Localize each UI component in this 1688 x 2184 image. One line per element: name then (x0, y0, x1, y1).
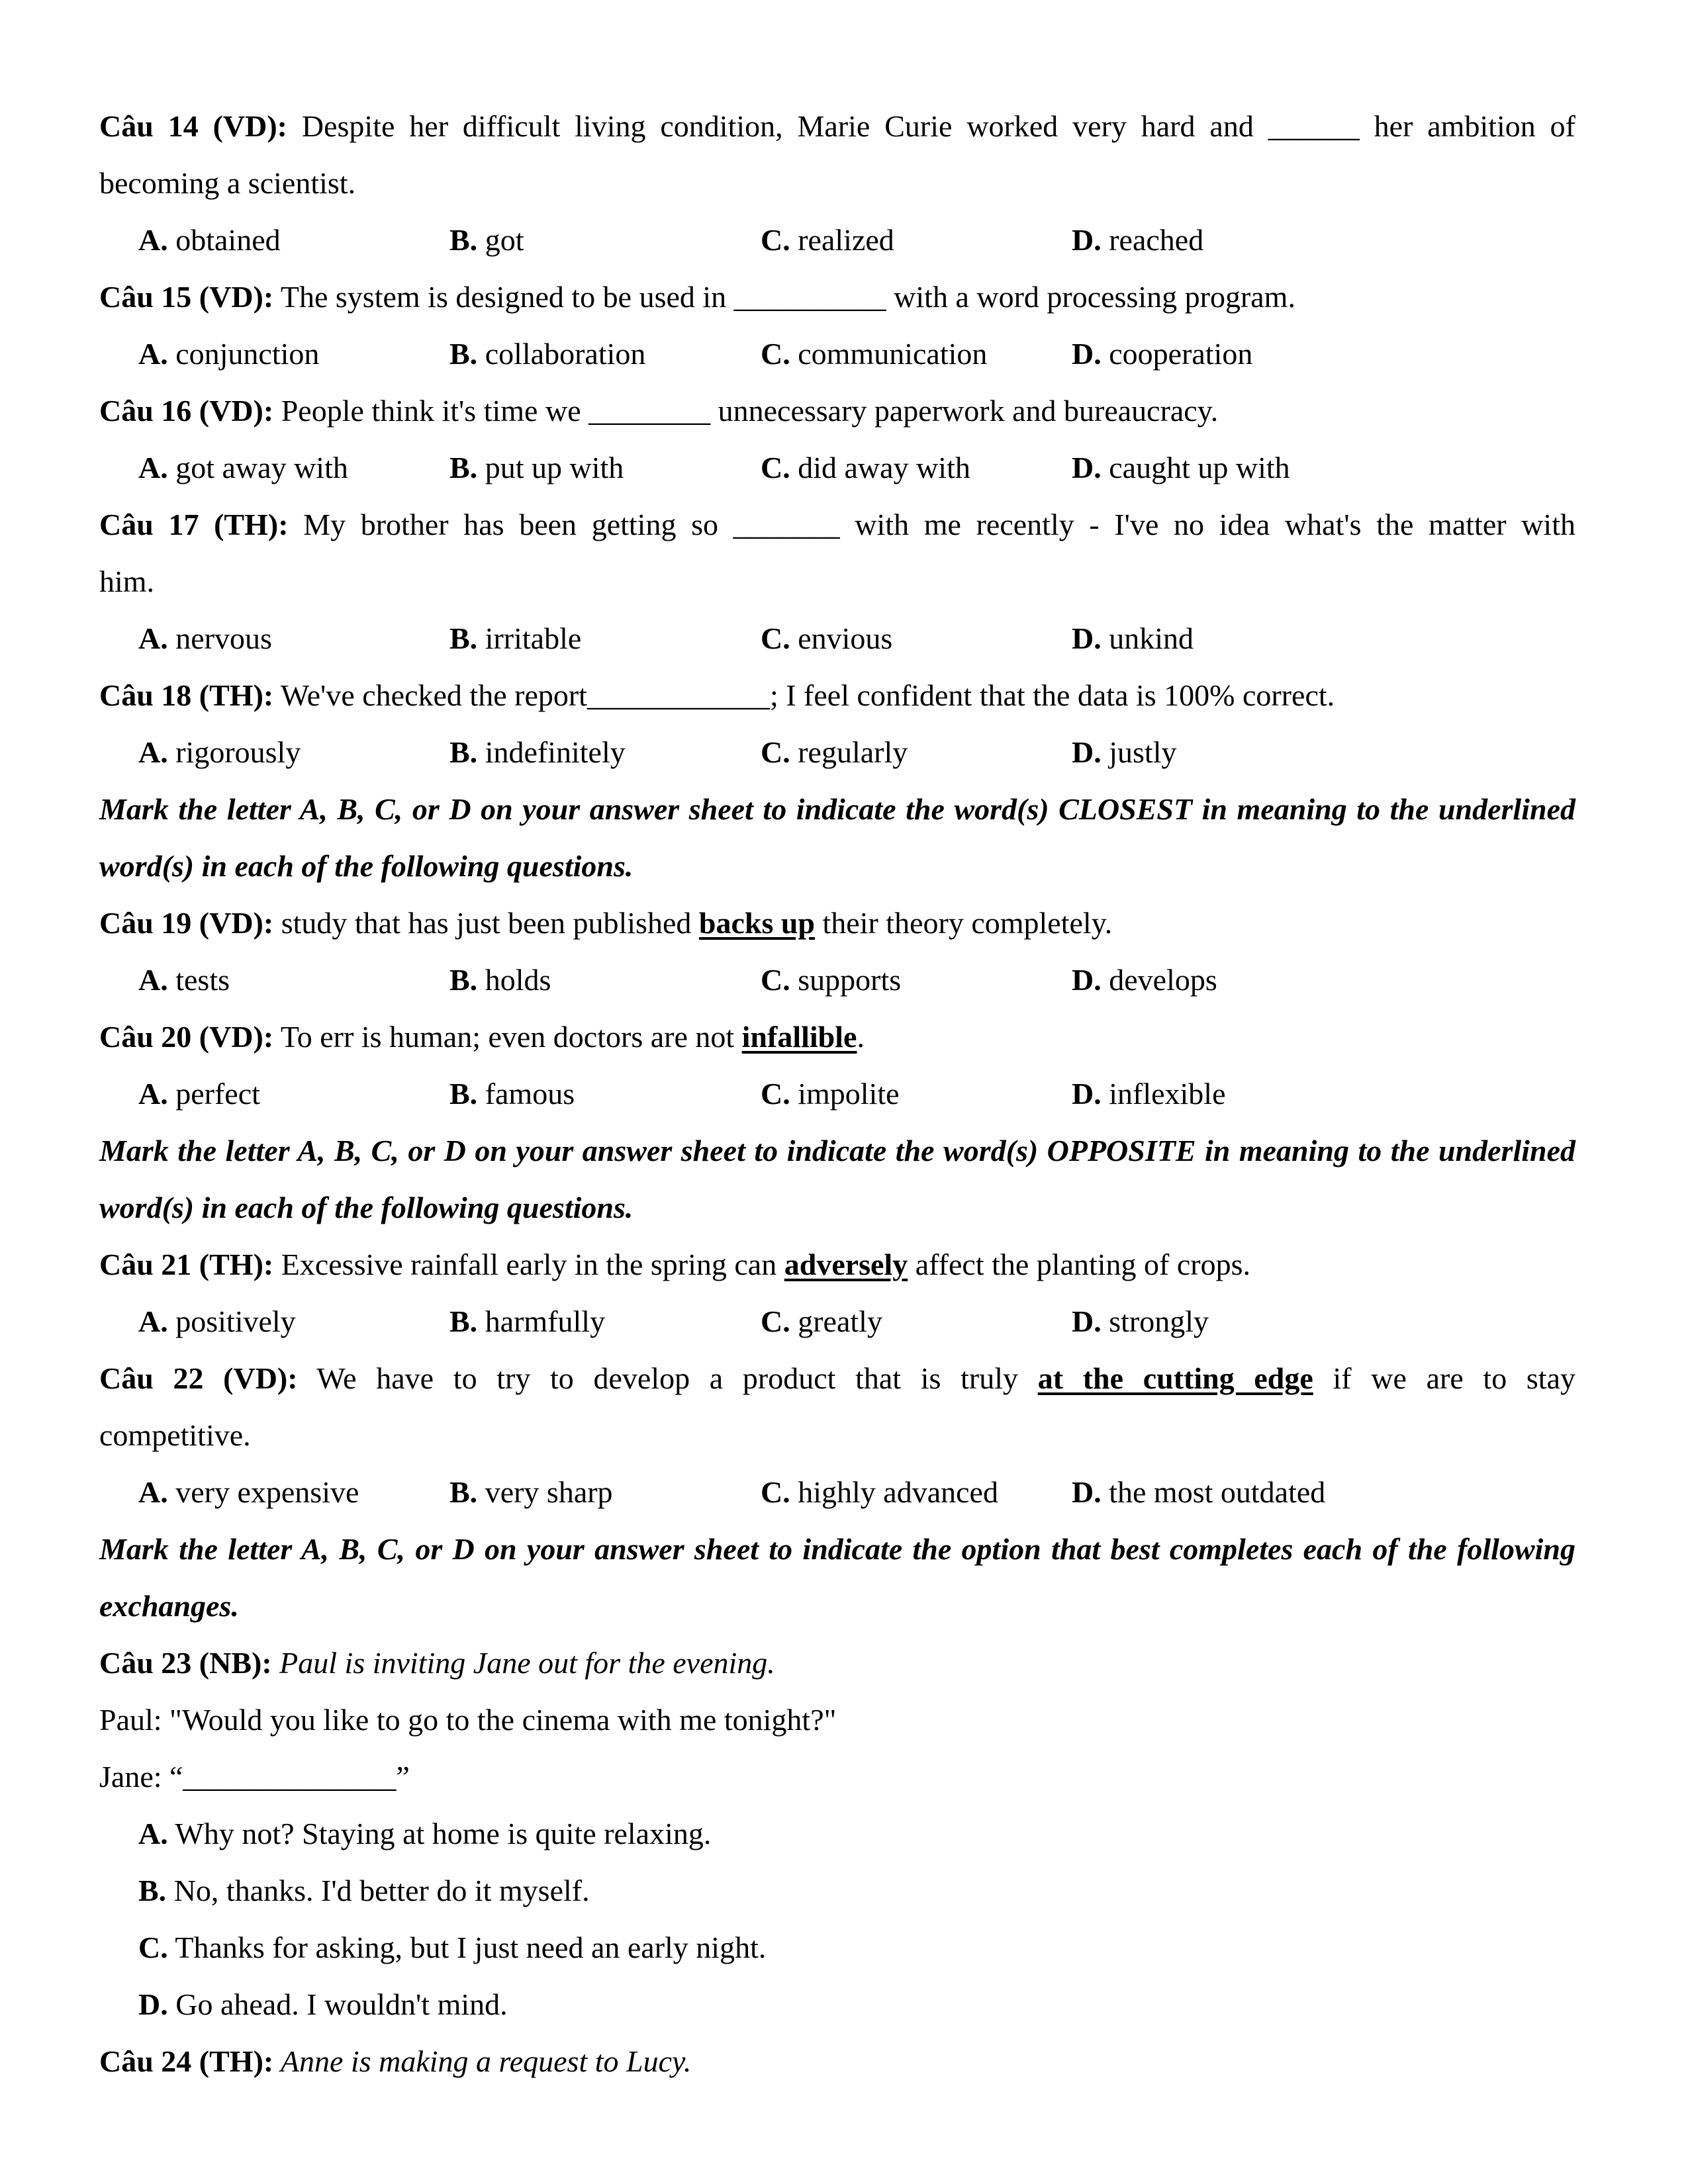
question-label: Câu 16 (VD): (99, 394, 274, 428)
question-label: Câu 17 (TH): (99, 508, 289, 541)
underlined-word: backs up (698, 906, 816, 940)
option-b[interactable]: B. No, thanks. I'd better do it myself. (138, 1874, 590, 1907)
question-label: Câu 18 (TH): (99, 678, 274, 712)
question-22-stem: Câu 22 (VD): We have to try to develop a product that is truly at the cutting edge if we are to stay (99, 1361, 1575, 1395)
option-c[interactable]: C. realized (761, 223, 894, 257)
question-19 (99, 895, 1575, 1009)
option-b[interactable]: B. holds (449, 963, 551, 997)
option-a[interactable]: A. positively (138, 1304, 296, 1338)
question-24 (99, 2033, 1575, 2090)
question-14-stem (99, 98, 1575, 155)
question-17-options (99, 610, 1575, 667)
question-label: Câu 15 (VD): (99, 280, 274, 314)
question-15 (99, 269, 1575, 383)
question-14-stem-cont: becoming a scientist. (99, 166, 356, 200)
question-22-stem-cont: competitive. (99, 1418, 251, 1452)
option-d[interactable]: D. develops (1072, 963, 1217, 997)
question-label: Câu 22 (VD): (99, 1361, 298, 1395)
question-21-options (99, 1293, 1575, 1350)
question-18-stem (99, 667, 1575, 724)
situation-text: Anne is making a request to Lucy. (273, 2044, 692, 2078)
question-19-options (99, 952, 1575, 1009)
option-b[interactable]: B. got (449, 223, 524, 257)
option-c[interactable]: C. supports (761, 963, 902, 997)
option-c[interactable]: C. regularly (761, 735, 908, 769)
question-17 (99, 496, 1575, 667)
option-a[interactable]: A. perfect (138, 1077, 260, 1111)
option-c[interactable]: C. communication (761, 337, 988, 371)
option-c[interactable]: C. envious (761, 621, 893, 655)
question-text: My brother has been getting so _______ with me recently - I've no idea what's the matter with (288, 508, 1575, 541)
question-24-stem (99, 2033, 1575, 2090)
question-15-options (99, 326, 1575, 383)
option-d[interactable]: D. cooperation (1072, 337, 1253, 371)
question-18 (99, 667, 1575, 781)
option-c[interactable]: C. impolite (761, 1077, 900, 1111)
question-21 (99, 1236, 1575, 1350)
option-a[interactable]: A. conjunction (138, 337, 320, 371)
option-b[interactable]: B. very sharp (449, 1475, 613, 1509)
option-a[interactable]: A. tests (138, 963, 230, 997)
question-text: We've checked the report____________; I feel confident that the data is 100% correct. (273, 678, 1335, 712)
situation-text: Paul is inviting Jane out for the evening. (271, 1646, 775, 1680)
option-b[interactable]: B. famous (449, 1077, 575, 1111)
question-21-stem: Câu 21 (TH): Excessive rainfall early in the spring can adversely affect the planting of crops. (99, 1248, 1250, 1281)
question-23-stem (99, 1635, 1575, 1692)
option-c[interactable]: C. Thanks for asking, but I just need an early night. (138, 1931, 767, 1964)
underlined-word: infallible (741, 1020, 857, 1054)
option-a[interactable]: A. got away with (138, 451, 348, 484)
option-d[interactable]: D. unkind (1072, 621, 1194, 655)
question-22 (99, 1350, 1575, 1521)
question-20-options (99, 1066, 1575, 1122)
option-d[interactable]: D. Go ahead. I wouldn't mind. (138, 1987, 508, 2021)
question-19-stem: Câu 19 (VD): study that has just been published backs up their theory completely. (99, 906, 1113, 940)
instruction-opposite-meaning: Mark the letter A, B, C, or D on your answer sheet to indicate the word(s) OPPOSITE in meaning to the underlined word(s) in each of the following questions. (99, 1134, 1575, 1224)
question-label: Câu 24 (TH): (99, 2044, 274, 2078)
instruction-closest-meaning: Mark the letter A, B, C, or D on your answer sheet to indicate the word(s) CLOSEST in meaning to the underlined word(s) in each of the following questions. (99, 792, 1575, 883)
option-b[interactable]: B. indefinitely (449, 735, 626, 769)
question-14 (99, 98, 1575, 269)
question-label: Câu 20 (VD): (99, 1020, 274, 1054)
question-label: Câu 21 (TH): (99, 1248, 274, 1281)
option-b[interactable]: B. collaboration (449, 337, 646, 371)
option-d[interactable]: D. inflexible (1072, 1077, 1226, 1111)
option-d[interactable]: D. the most outdated (1072, 1475, 1326, 1509)
exam-page (99, 98, 1575, 2090)
option-d[interactable]: D. strongly (1072, 1304, 1209, 1338)
option-d[interactable]: D. caught up with (1072, 451, 1290, 484)
option-a[interactable]: A. very expensive (138, 1475, 359, 1509)
question-label: Câu 14 (VD): (99, 109, 287, 143)
option-a[interactable]: A. rigorously (138, 735, 301, 769)
option-a[interactable]: A. Why not? Staying at home is quite relaxing. (138, 1817, 712, 1850)
question-label: Câu 23 (NB): (99, 1646, 272, 1680)
option-b[interactable]: B. irritable (449, 621, 582, 655)
option-a[interactable]: A. obtained (138, 223, 281, 257)
underlined-phrase: at the cutting edge (1037, 1361, 1313, 1395)
question-text: Despite her difficult living condition, Marie Curie worked very hard and ______ her ambition of (287, 109, 1575, 143)
dialogue-jane: Jane: “______________” (99, 1760, 410, 1794)
question-16 (99, 383, 1575, 496)
question-16-options (99, 439, 1575, 496)
question-text: People think it's time we ________ unnecessary paperwork and bureaucracy. (273, 394, 1219, 428)
option-c[interactable]: C. greatly (761, 1304, 882, 1338)
question-23 (99, 1635, 1575, 2033)
question-22-options (99, 1464, 1575, 1521)
question-18-options (99, 724, 1575, 781)
question-15-stem (99, 269, 1575, 326)
option-a[interactable]: A. nervous (138, 621, 272, 655)
question-14-options (99, 212, 1575, 269)
option-c[interactable]: C. did away with (761, 451, 970, 484)
question-16-stem (99, 383, 1575, 439)
option-c[interactable]: C. highly advanced (761, 1475, 998, 1509)
question-20-stem: Câu 20 (VD): To err is human; even doctors are not infallible. (99, 1020, 865, 1054)
question-label: Câu 19 (VD): (99, 906, 274, 940)
option-d[interactable]: D. reached (1072, 223, 1204, 257)
option-d[interactable]: D. justly (1072, 735, 1177, 769)
option-b[interactable]: B. put up with (449, 451, 624, 484)
underlined-word: adversely (784, 1248, 908, 1281)
question-17-stem-cont: him. (99, 565, 155, 598)
option-b[interactable]: B. harmfully (449, 1304, 606, 1338)
question-text: The system is designed to be used in __________ with a word processing program. (273, 280, 1295, 314)
instruction-exchanges: Mark the letter A, B, C, or D on your answer sheet to indicate the option that best completes each of the following exchanges. (99, 1532, 1575, 1623)
question-17-stem (99, 496, 1575, 553)
question-20 (99, 1009, 1575, 1122)
dialogue-paul: Paul: "Would you like to go to the cinema with me tonight?" (99, 1703, 837, 1737)
